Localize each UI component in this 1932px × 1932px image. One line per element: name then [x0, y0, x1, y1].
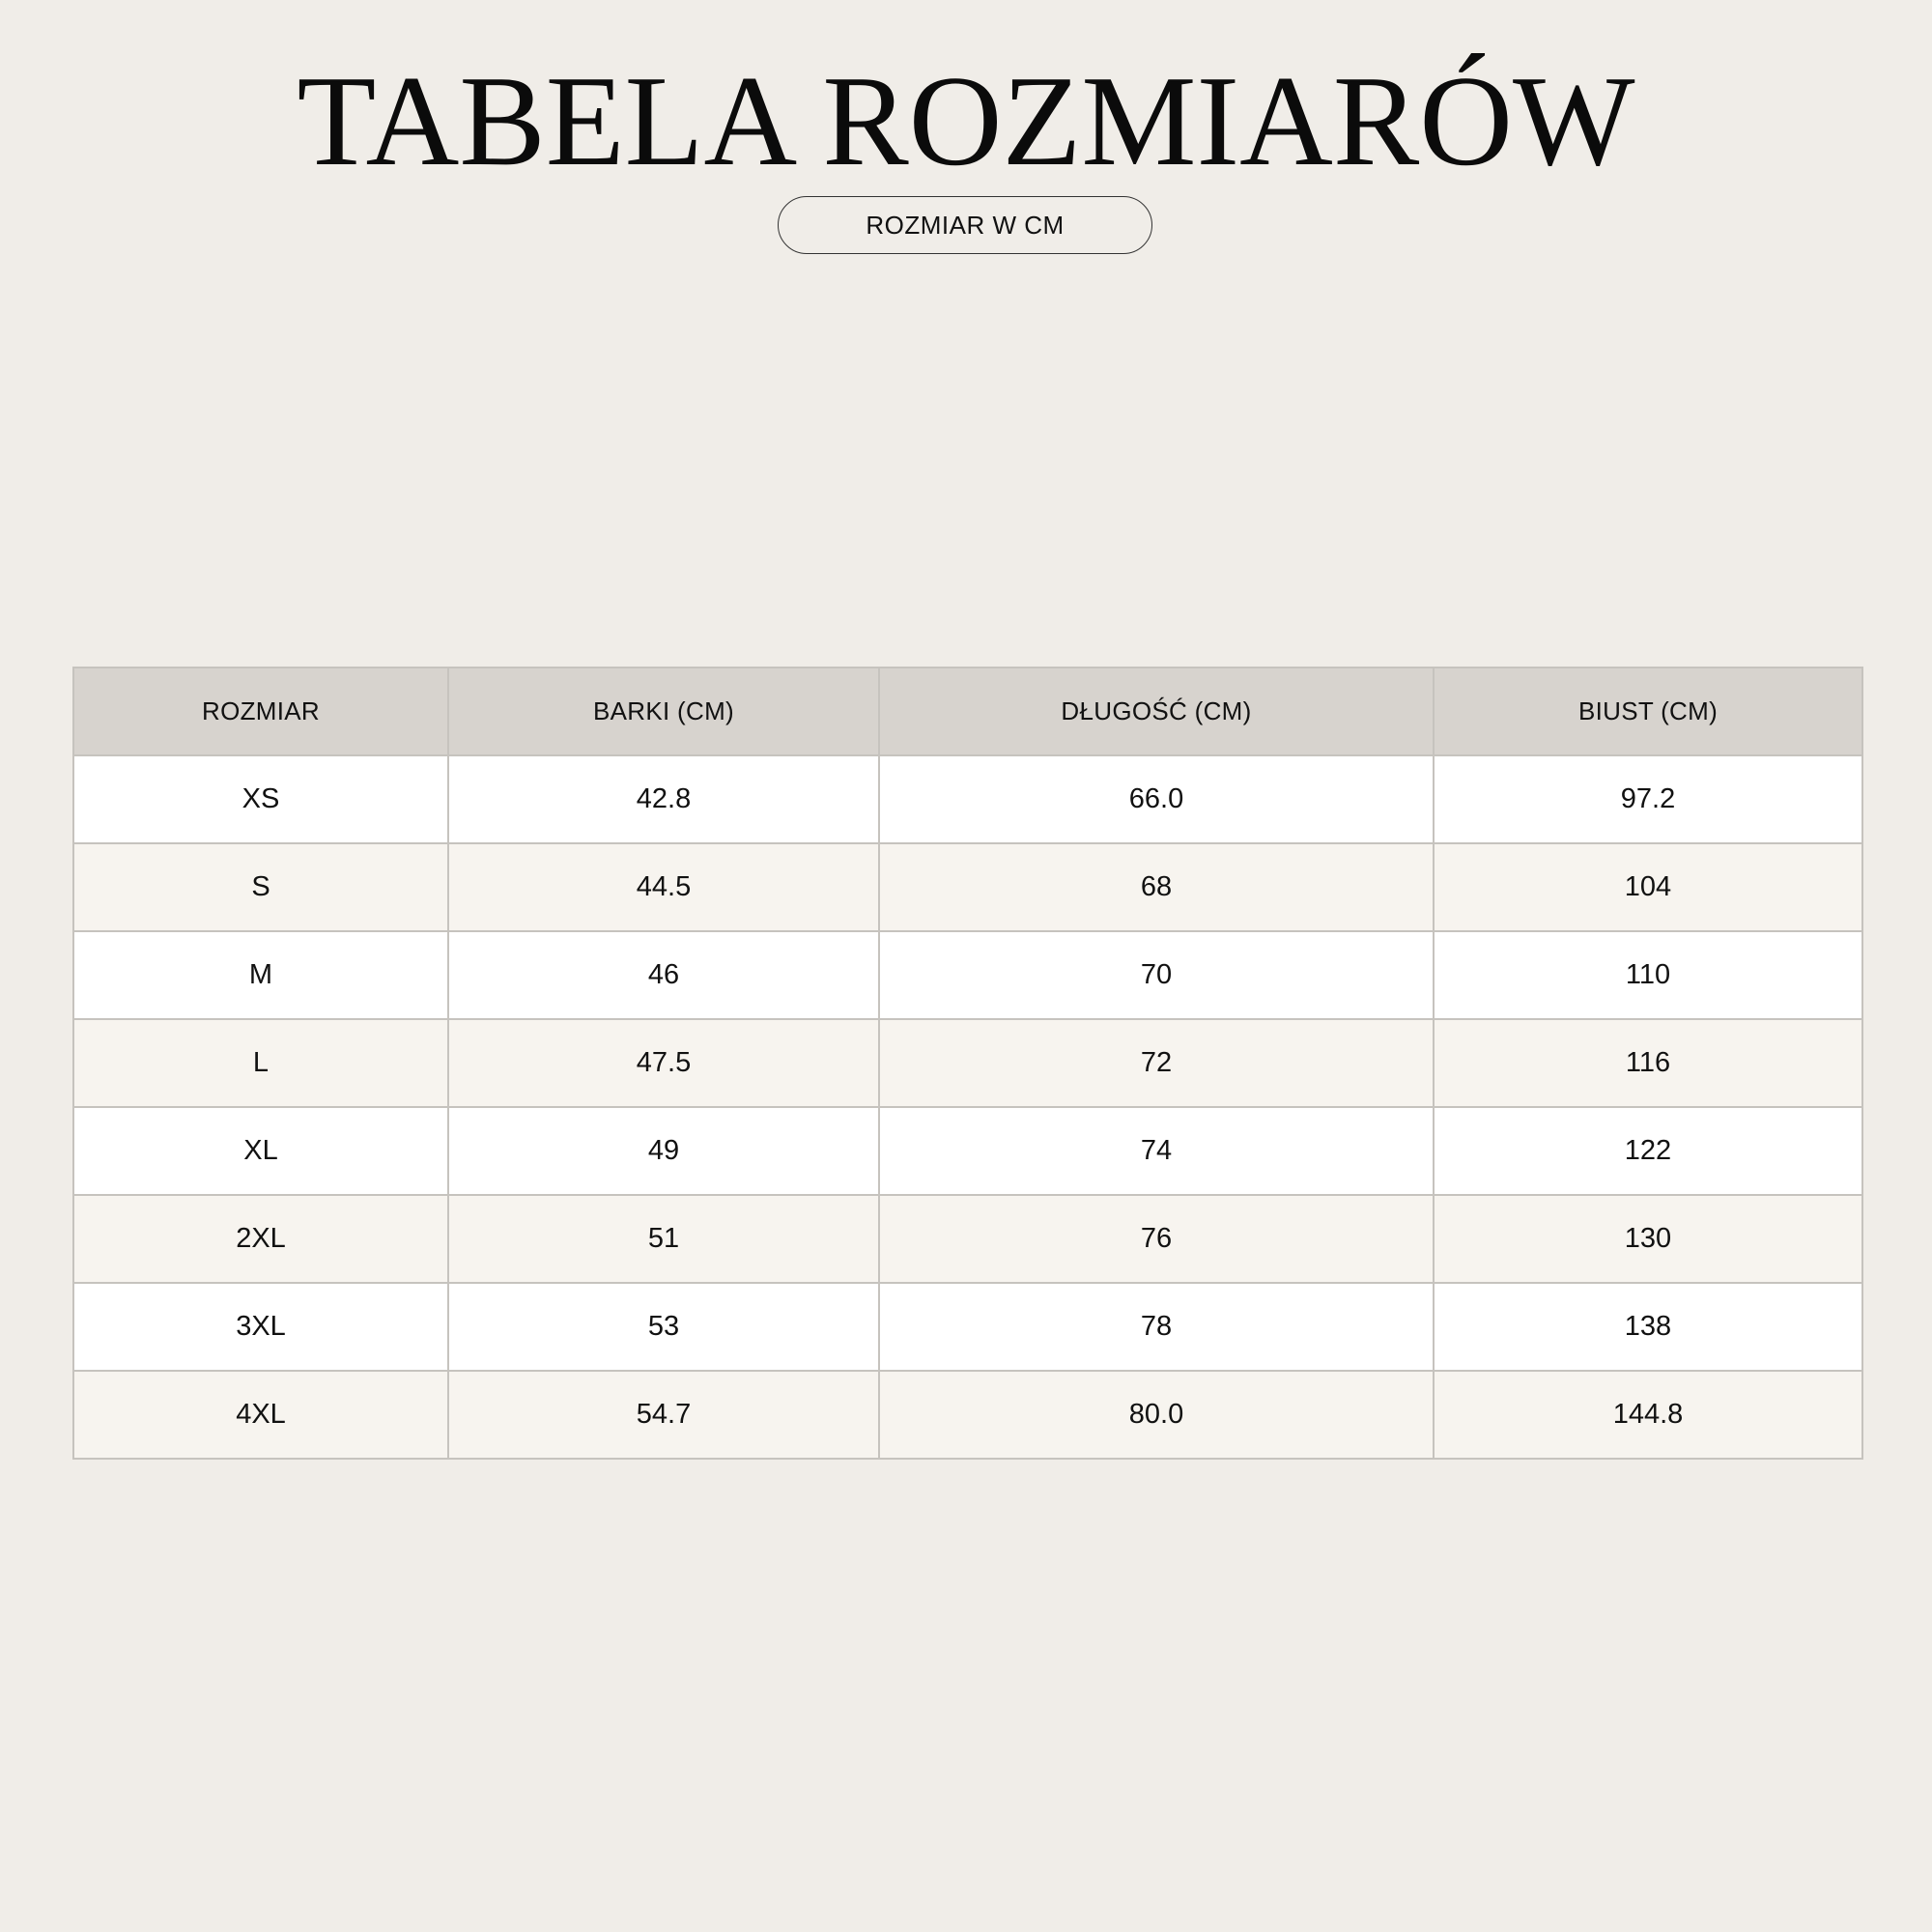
- header-length: DŁUGOŚĆ (CM): [879, 668, 1434, 755]
- cell-length: 68: [879, 843, 1434, 931]
- table-row: [73, 931, 1862, 1019]
- unit-badge-label: ROZMIAR W CM: [866, 210, 1065, 240]
- cell-shoulders: 53: [448, 1283, 879, 1371]
- cell-bust: 122: [1434, 1107, 1862, 1195]
- table-header-row: [73, 668, 1862, 755]
- unit-badge: [778, 196, 1152, 254]
- cell-length: 70: [879, 931, 1434, 1019]
- cell-bust: 138: [1434, 1283, 1862, 1371]
- cell-shoulders: 42.8: [448, 755, 879, 843]
- header-bust: BIUST (CM): [1434, 668, 1862, 755]
- cell-size: 4XL: [73, 1371, 448, 1459]
- cell-shoulders: 47.5: [448, 1019, 879, 1107]
- page-title: TABELA ROZMIARÓW: [297, 49, 1635, 192]
- table-row: [73, 843, 1862, 931]
- cell-shoulders: 54.7: [448, 1371, 879, 1459]
- cell-shoulders: 44.5: [448, 843, 879, 931]
- cell-bust: 144.8: [1434, 1371, 1862, 1459]
- cell-size: 3XL: [73, 1283, 448, 1371]
- cell-bust: 110: [1434, 931, 1862, 1019]
- cell-size: XS: [73, 755, 448, 843]
- cell-length: 66.0: [879, 755, 1434, 843]
- table-row: [73, 1283, 1862, 1371]
- size-table: [72, 667, 1863, 1460]
- cell-size: L: [73, 1019, 448, 1107]
- header-shoulders: BARKI (CM): [448, 668, 879, 755]
- cell-bust: 116: [1434, 1019, 1862, 1107]
- cell-size: S: [73, 843, 448, 931]
- cell-shoulders: 46: [448, 931, 879, 1019]
- cell-size: 2XL: [73, 1195, 448, 1283]
- cell-length: 74: [879, 1107, 1434, 1195]
- table-row: [73, 1195, 1862, 1283]
- cell-length: 80.0: [879, 1371, 1434, 1459]
- cell-bust: 104: [1434, 843, 1862, 931]
- table-row: [73, 1107, 1862, 1195]
- cell-shoulders: 49: [448, 1107, 879, 1195]
- cell-bust: 97.2: [1434, 755, 1862, 843]
- cell-size: XL: [73, 1107, 448, 1195]
- table-row: [73, 755, 1862, 843]
- cell-size: M: [73, 931, 448, 1019]
- cell-length: 76: [879, 1195, 1434, 1283]
- cell-length: 72: [879, 1019, 1434, 1107]
- cell-length: 78: [879, 1283, 1434, 1371]
- header-size: ROZMIAR: [73, 668, 448, 755]
- cell-bust: 130: [1434, 1195, 1862, 1283]
- table-row: [73, 1019, 1862, 1107]
- table-row: [73, 1371, 1862, 1459]
- cell-shoulders: 51: [448, 1195, 879, 1283]
